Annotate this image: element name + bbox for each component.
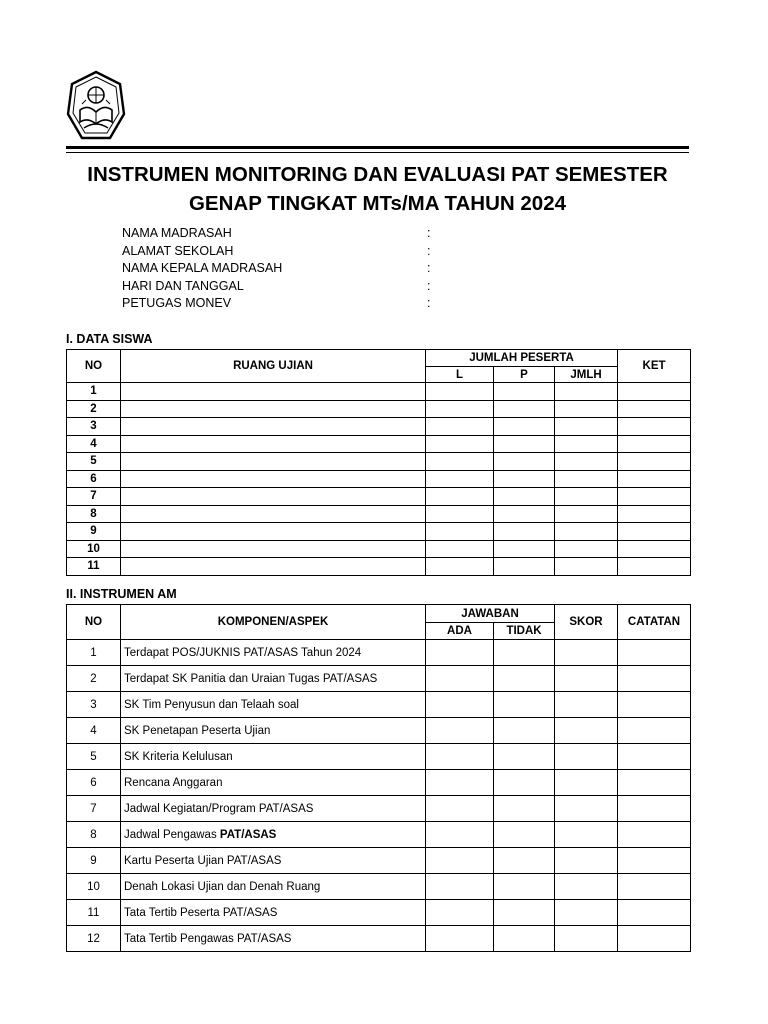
input-cell[interactable]	[618, 383, 691, 401]
input-cell[interactable]	[426, 523, 494, 541]
input-cell[interactable]	[555, 523, 618, 541]
input-cell[interactable]	[555, 558, 618, 576]
row-number: 5	[67, 453, 121, 471]
table-row	[67, 640, 691, 666]
row-number: 9	[67, 848, 121, 874]
table-row	[67, 523, 691, 541]
row-number: 8	[67, 822, 121, 848]
table-row	[67, 470, 691, 488]
col-header-skor: SKOR	[555, 605, 618, 640]
input-cell[interactable]	[555, 666, 618, 692]
input-cell[interactable]	[494, 453, 555, 471]
input-cell[interactable]	[555, 796, 618, 822]
input-cell[interactable]	[494, 848, 555, 874]
col-header-jawaban: JAWABAN	[426, 605, 555, 623]
col-header-ada: ADA	[426, 623, 494, 640]
col-header-p: P	[494, 367, 555, 383]
info-field-petugas-monev	[122, 295, 442, 313]
aspect-cell	[121, 926, 426, 952]
table-row	[67, 505, 691, 523]
input-cell[interactable]	[618, 822, 691, 848]
aspect-text: Terdapat SK Panitia dan Uraian Tugas PAT/ASAS	[124, 672, 378, 685]
input-cell[interactable]	[618, 470, 691, 488]
header-rule-thick	[66, 146, 689, 149]
input-cell[interactable]	[555, 488, 618, 506]
section-heading-instrumen-am: II. INSTRUMEN AM	[66, 587, 177, 601]
info-field-nama-madrasah	[122, 225, 442, 243]
info-label: NAMA KEPALA MADRASAH	[122, 261, 283, 276]
aspect-text: Tata Tertib Pengawas PAT/ASAS	[124, 932, 292, 945]
table-row	[67, 453, 691, 471]
input-cell[interactable]	[426, 874, 494, 900]
info-label: HARI DAN TANGGAL	[122, 278, 244, 293]
input-cell[interactable]	[121, 453, 426, 471]
input-cell[interactable]	[494, 470, 555, 488]
aspect-text: Terdapat POS/JUKNIS PAT/ASAS Tahun 2024	[124, 646, 362, 659]
table-row	[67, 770, 691, 796]
info-colon: :	[427, 243, 431, 258]
aspect-cell	[121, 796, 426, 822]
input-cell[interactable]	[494, 926, 555, 952]
input-cell[interactable]	[555, 505, 618, 523]
input-cell[interactable]	[494, 418, 555, 436]
input-cell[interactable]	[494, 796, 555, 822]
table-row	[67, 400, 691, 418]
input-cell[interactable]	[121, 488, 426, 506]
row-number: 5	[67, 744, 121, 770]
input-cell[interactable]	[618, 418, 691, 436]
instrumen-am-table	[66, 604, 691, 952]
info-field-nama-kepala	[122, 260, 442, 278]
table-row	[67, 744, 691, 770]
input-cell[interactable]	[121, 418, 426, 436]
input-cell[interactable]	[555, 744, 618, 770]
input-cell[interactable]	[555, 470, 618, 488]
aspect-cell	[121, 640, 426, 666]
input-cell[interactable]	[426, 900, 494, 926]
table-row	[67, 435, 691, 453]
input-cell[interactable]	[618, 744, 691, 770]
aspect-cell	[121, 666, 426, 692]
col-header-tidak: TIDAK	[494, 623, 555, 640]
row-number: 12	[67, 926, 121, 952]
input-cell[interactable]	[426, 383, 494, 401]
aspect-text: SK Penetapan Peserta Ujian	[124, 724, 271, 737]
table-row	[67, 558, 691, 576]
info-colon: :	[427, 278, 431, 293]
input-cell[interactable]	[426, 744, 494, 770]
input-cell[interactable]	[494, 718, 555, 744]
aspect-text: Denah Lokasi Ujian dan Denah Ruang	[124, 880, 321, 893]
title-line-1: INSTRUMEN MONITORING DAN EVALUASI PAT SEMESTER	[87, 163, 668, 186]
aspect-cell	[121, 718, 426, 744]
row-number: 7	[67, 796, 121, 822]
input-cell[interactable]	[494, 505, 555, 523]
aspect-text-bold: PAT/ASAS	[219, 828, 277, 841]
input-cell[interactable]	[426, 770, 494, 796]
input-cell[interactable]	[618, 926, 691, 952]
col-header-ket: KET	[618, 350, 691, 383]
row-number: 10	[67, 540, 121, 558]
input-cell[interactable]	[426, 435, 494, 453]
input-cell[interactable]	[618, 848, 691, 874]
info-colon: :	[427, 296, 431, 311]
col-header-jmlh: JMLH	[555, 367, 618, 383]
input-cell[interactable]	[121, 505, 426, 523]
row-number: 11	[67, 900, 121, 926]
ministry-emblem-logo	[66, 70, 126, 144]
table-row	[67, 874, 691, 900]
row-number: 3	[67, 692, 121, 718]
input-cell[interactable]	[618, 558, 691, 576]
input-cell[interactable]	[494, 400, 555, 418]
input-cell[interactable]	[555, 540, 618, 558]
input-cell[interactable]	[121, 435, 426, 453]
input-cell[interactable]	[555, 640, 618, 666]
input-cell[interactable]	[555, 770, 618, 796]
aspect-text: Kartu Peserta Ujian PAT/ASAS	[124, 854, 282, 867]
input-cell[interactable]	[426, 540, 494, 558]
aspect-text: Tata Tertib Peserta PAT/ASAS	[124, 906, 278, 919]
aspect-cell	[121, 874, 426, 900]
row-number: 4	[67, 435, 121, 453]
input-cell[interactable]	[121, 540, 426, 558]
input-cell[interactable]	[494, 540, 555, 558]
input-cell[interactable]	[426, 470, 494, 488]
info-label: ALAMAT SEKOLAH	[122, 243, 234, 258]
row-number: 11	[67, 558, 121, 576]
input-cell[interactable]	[555, 435, 618, 453]
input-cell[interactable]	[494, 822, 555, 848]
aspect-text: Jadwal Pengawas	[124, 828, 220, 841]
info-fields	[122, 225, 442, 313]
aspect-text: Jadwal Kegiatan/Program PAT/ASAS	[124, 802, 314, 815]
header-rule-thin	[66, 152, 689, 153]
input-cell[interactable]	[494, 435, 555, 453]
row-number: 6	[67, 770, 121, 796]
input-cell[interactable]	[494, 640, 555, 666]
row-number: 2	[67, 400, 121, 418]
input-cell[interactable]	[555, 418, 618, 436]
table-row	[67, 718, 691, 744]
aspect-cell	[121, 900, 426, 926]
aspect-cell	[121, 692, 426, 718]
table-row	[67, 926, 691, 952]
input-cell[interactable]	[618, 523, 691, 541]
input-cell[interactable]	[426, 453, 494, 471]
table-row	[67, 666, 691, 692]
aspect-cell	[121, 848, 426, 874]
input-cell[interactable]	[555, 400, 618, 418]
input-cell[interactable]	[494, 900, 555, 926]
table-row	[67, 796, 691, 822]
input-cell[interactable]	[555, 383, 618, 401]
input-cell[interactable]	[494, 874, 555, 900]
input-cell[interactable]	[494, 770, 555, 796]
aspect-text: SK Kriteria Kelulusan	[124, 750, 233, 763]
info-label: NAMA MADRASAH	[122, 226, 232, 240]
aspect-text: SK Tim Penyusun dan Telaah soal	[124, 698, 299, 711]
row-number: 2	[67, 666, 121, 692]
document-title	[66, 160, 689, 218]
input-cell[interactable]	[426, 418, 494, 436]
table-row	[67, 900, 691, 926]
col-header-komponen-aspek: KOMPONEN/ASPEK	[121, 605, 426, 640]
input-cell[interactable]	[121, 400, 426, 418]
input-cell[interactable]	[618, 640, 691, 666]
input-cell[interactable]	[618, 874, 691, 900]
aspect-cell	[121, 822, 426, 848]
row-number: 9	[67, 523, 121, 541]
table-row	[67, 822, 691, 848]
info-colon: :	[427, 261, 431, 276]
info-label: PETUGAS MONEV	[122, 296, 232, 311]
input-cell[interactable]	[555, 926, 618, 952]
col-header-catatan: CATATAN	[618, 605, 691, 640]
col-header-ruang-ujian: RUANG UJIAN	[121, 350, 426, 383]
input-cell[interactable]	[426, 558, 494, 576]
table-row	[67, 383, 691, 401]
info-colon: :	[427, 226, 431, 240]
info-field-alamat-sekolah	[122, 243, 442, 261]
row-number: 8	[67, 505, 121, 523]
input-cell[interactable]	[618, 692, 691, 718]
table-row	[67, 540, 691, 558]
table-row	[67, 488, 691, 506]
row-number: 4	[67, 718, 121, 744]
input-cell[interactable]	[121, 383, 426, 401]
input-cell[interactable]	[494, 744, 555, 770]
input-cell[interactable]	[426, 666, 494, 692]
input-cell[interactable]	[618, 505, 691, 523]
input-cell[interactable]	[121, 558, 426, 576]
input-cell[interactable]	[618, 666, 691, 692]
input-cell[interactable]	[426, 822, 494, 848]
col-header-l: L	[426, 367, 494, 383]
data-siswa-table	[66, 349, 691, 576]
row-number: 3	[67, 418, 121, 436]
col-header-no: NO	[67, 605, 121, 640]
input-cell[interactable]	[555, 900, 618, 926]
input-cell[interactable]	[426, 640, 494, 666]
info-field-hari-tanggal	[122, 278, 442, 296]
input-cell[interactable]	[618, 796, 691, 822]
table-row	[67, 848, 691, 874]
input-cell[interactable]	[618, 540, 691, 558]
row-number: 7	[67, 488, 121, 506]
table-row	[67, 418, 691, 436]
input-cell[interactable]	[426, 505, 494, 523]
row-number: 6	[67, 470, 121, 488]
input-cell[interactable]	[555, 848, 618, 874]
input-cell[interactable]	[618, 453, 691, 471]
col-header-no: NO	[67, 350, 121, 383]
input-cell[interactable]	[555, 692, 618, 718]
table-row	[67, 692, 691, 718]
input-cell[interactable]	[555, 874, 618, 900]
row-number: 1	[67, 640, 121, 666]
input-cell[interactable]	[555, 718, 618, 744]
input-cell[interactable]	[494, 488, 555, 506]
input-cell[interactable]	[618, 770, 691, 796]
col-header-jumlah-peserta: JUMLAH PESERTA	[426, 350, 618, 367]
aspect-text: Rencana Anggaran	[124, 776, 223, 789]
aspect-cell	[121, 744, 426, 770]
input-cell[interactable]	[121, 470, 426, 488]
aspect-cell	[121, 770, 426, 796]
input-cell[interactable]	[618, 435, 691, 453]
input-cell[interactable]	[555, 822, 618, 848]
input-cell[interactable]	[494, 383, 555, 401]
input-cell[interactable]	[618, 900, 691, 926]
input-cell[interactable]	[426, 400, 494, 418]
row-number: 10	[67, 874, 121, 900]
input-cell[interactable]	[426, 926, 494, 952]
input-cell[interactable]	[494, 558, 555, 576]
input-cell[interactable]	[426, 488, 494, 506]
input-cell[interactable]	[426, 718, 494, 744]
row-number: 1	[67, 383, 121, 401]
input-cell[interactable]	[494, 523, 555, 541]
input-cell[interactable]	[494, 692, 555, 718]
section-heading-data-siswa: I. DATA SISWA	[66, 332, 153, 346]
input-cell[interactable]	[618, 718, 691, 744]
input-cell[interactable]	[618, 488, 691, 506]
input-cell[interactable]	[494, 666, 555, 692]
input-cell[interactable]	[555, 453, 618, 471]
input-cell[interactable]	[426, 796, 494, 822]
input-cell[interactable]	[426, 848, 494, 874]
title-line-2: GENAP TINGKAT MTs/MA TAHUN 2024	[188, 192, 566, 215]
input-cell[interactable]	[121, 523, 426, 541]
input-cell[interactable]	[426, 692, 494, 718]
input-cell[interactable]	[618, 400, 691, 418]
